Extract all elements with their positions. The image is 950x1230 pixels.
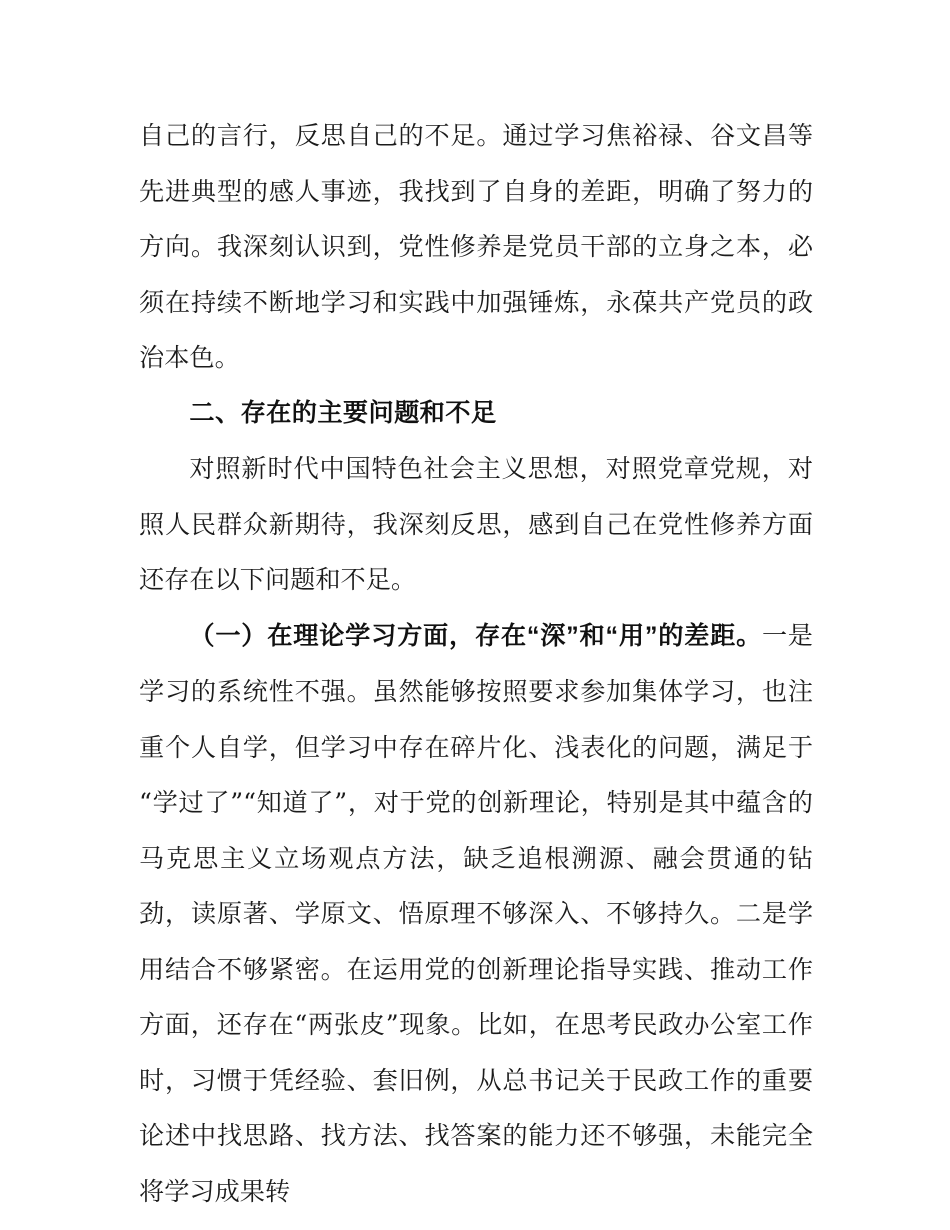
- document-text-column: [139, 108, 813, 1220]
- paragraph-continuation: 自己的言行，反思自己的不足。通过学习焦裕禄、谷文昌等先进典型的感人事迹，我找到了自身的差距，明确了努力的方向。我深刻认识到，党性修养是党员干部的立身之本，必须在持续不断地学习和实践中加强锤炼，永葆共产党员的政治本色。: [139, 121, 813, 372]
- paragraph-subsection-one: [139, 608, 813, 1220]
- section-heading-two: 二、存在的主要问题和不足: [189, 398, 497, 427]
- paragraph-intro: 对照新时代中国特色社会主义思想，对照党章党规，对照人民群众新期待，我深刻反思，感到自己在党性修养方面还存在以下问题和不足。: [139, 454, 813, 594]
- subsection-one-body: 一是学习的系统性不强。虽然能够按照要求参加集体学习，也注重个人自学，但学习中存在碎片化、浅表化的问题，满足于“学过了”“知道了”，对于党的创新理论，特别是其中蕴含的马克思主义立场观点方法，缺乏追根溯源、融会贯通的钻劲，读原著、学原文、悟原理不够深入、不够持久。二是学用结合不够紧密。在运用党的创新理论指导实践、推动工作方面，还存在“两张皮”现象。比如，在思考民政办公室工作时，习惯于凭经验、套旧例，从总书记关于民政工作的重要论述中找思路、找方法、找答案的能力还不够强，未能完全将学习成果转: [139, 620, 813, 1206]
- subsection-one-lead: （一）在理论学习方面，存在“深”和“用”的差距。: [189, 621, 763, 650]
- page-bottom-whitespace: [139, 1219, 813, 1220]
